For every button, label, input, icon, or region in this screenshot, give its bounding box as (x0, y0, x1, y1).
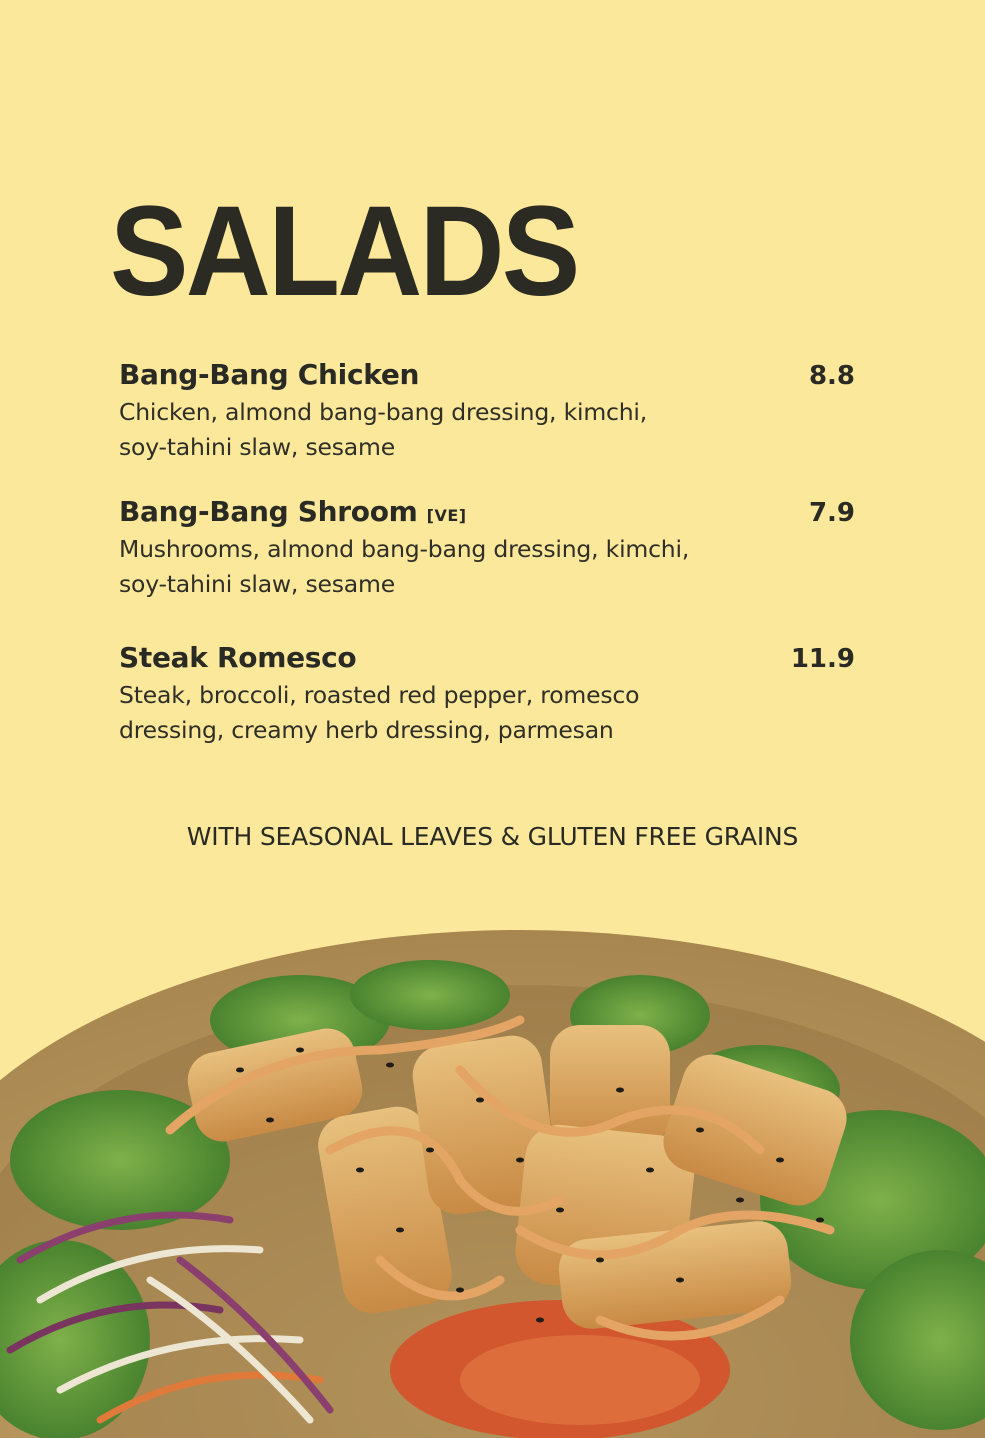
menu-item-header (119, 641, 855, 674)
menu-item-description-line: Chicken, almond bang-bang dressing, kimchi, (119, 398, 648, 426)
menu-item-header (119, 358, 855, 391)
salad-bowl-photo (0, 900, 985, 1438)
menu-item-name: Bang-Bang Shroom (119, 495, 418, 528)
menu-item-description (119, 678, 855, 748)
menu-item-description-line: dressing, creamy herb dressing, parmesan (119, 716, 614, 744)
menu-item-description-line: soy-tahini slaw, sesame (119, 433, 395, 461)
menu-item-name-wrap (119, 641, 356, 674)
menu-item-header (119, 495, 855, 528)
menu-item-description-line: soy-tahini slaw, sesame (119, 570, 395, 598)
menu-item-price: 7.9 (808, 498, 855, 528)
menu-item-name: Steak Romesco (119, 641, 357, 674)
page-title: SALADS (110, 180, 578, 323)
menu-item-name-wrap (119, 495, 467, 528)
menu-item-description-line: Steak, broccoli, roasted red pepper, romesco (119, 681, 640, 709)
menu-item-steak-romesco (119, 641, 855, 748)
menu-item-bang-bang-shroom (119, 495, 855, 602)
menu-item-bang-bang-chicken (119, 358, 855, 465)
vegan-tag: [VE] (426, 506, 467, 525)
menu-item-name: Bang-Bang Chicken (119, 358, 420, 391)
menu-item-description-line: Mushrooms, almond bang-bang dressing, kimchi, (119, 535, 690, 563)
menu-footnote: WITH SEASONAL LEAVES & GLUTEN FREE GRAINS (186, 822, 799, 851)
menu-item-name-wrap (119, 358, 419, 391)
menu-item-price: 11.9 (790, 644, 855, 674)
menu-item-description (119, 395, 855, 465)
menu-item-price: 8.8 (808, 361, 855, 391)
menu-item-description (119, 532, 855, 602)
